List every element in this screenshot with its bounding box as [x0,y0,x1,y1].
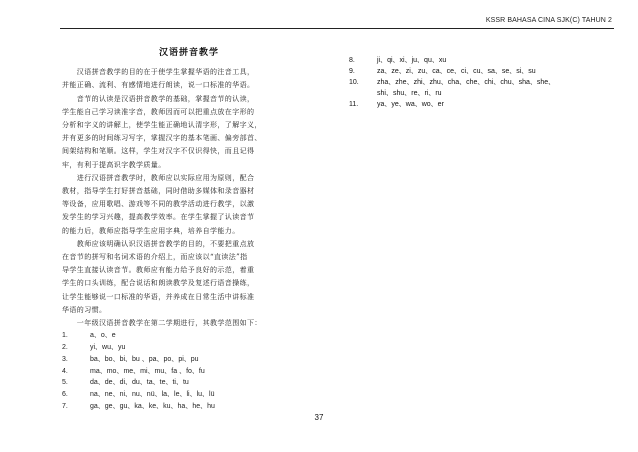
paragraph-purpose [62,66,316,92]
list-item [62,330,316,342]
list-text: za、ze、zi、zu、ca、ce、ci、cu、sa、se、si、su [377,68,536,75]
list-number: 1. [62,332,68,340]
paragraph-teaching-method [62,172,316,238]
paragraph-line: 进行汉语拼音教学时，教师应以实际应用为原则，配合 [62,173,255,182]
syllable-list-left [62,330,316,413]
list-number: 2. [62,344,68,352]
list-item [62,401,316,413]
list-text: ya、ye、wa、wo、er [377,101,444,108]
list-number: 5. [62,379,68,387]
paragraph-line: 并能正确、流利、有感情地进行朗读，说一口标准的华语。 [62,81,255,90]
list-text: ba、bo、bi、bu 、pa、po、pi、pu [90,355,199,363]
section-title: 汉语拼音教学 [158,48,219,58]
list-number: 4. [62,367,68,375]
paragraph-line: 发学生的学习兴趣，提高教学效率。在学生掌握了认读音节 [62,213,255,222]
list-number: 8. [349,57,355,64]
list-text: na、ne、ni、nu、nü、la、le、li、lu、lü [90,391,215,399]
list-item [349,77,609,88]
list-text: ma、mo、me、mi、mu、fa 、fo、fu [90,367,205,375]
paragraph-line: 一年级汉语拼音教学在第二学期进行，其教学范围如下： [62,319,262,328]
paragraph-line: 音节的认读是汉语拼音教学的基础，掌握音节的认读， [62,94,255,103]
list-item-continuation [349,88,609,99]
paragraph-line: 等设备，应用歌唱、游戏等不同的教学活动进行教学，以激 [62,200,255,209]
list-number: 3. [62,355,68,363]
document-header: KSSR BAHASA CINA SJK(C) TAHUN 2 [485,17,612,24]
paragraph-line: 并有更多的时间练习写字，掌握汉字的基本笔画、偏旁部首、 [62,134,262,143]
paragraph-line: 分析和字义的讲解上，使学生能正确地认清字形，了解字义， [62,121,262,130]
paragraph-line: 教材，指导学生打好拼音基础，同时借助多媒体和录音器材 [62,187,255,196]
page-number: 37 [314,413,324,422]
paragraph-line: 学生能自己学习读准字音，教师因而可以把重点放在字形的 [62,107,255,116]
list-number: 9. [349,68,355,75]
paragraph-scope-intro [62,317,316,330]
list-text: ji、qi、xi、ju、qu、xu [377,57,447,64]
paragraph-line: 教师应该明确认识汉语拼音教学的目的，不要把重点放 [62,239,255,248]
syllable-list-right [349,55,609,110]
header-rule [60,28,614,29]
paragraph-line: 学生的口头训练，配合说话和朗读教学及复述行语音操练， [62,279,255,288]
list-number: 10. [349,79,359,86]
list-number: 7. [62,403,68,411]
list-number: 11. [349,101,359,108]
list-item [62,377,316,389]
left-column [62,47,316,413]
paragraph-teacher-guidance [62,238,316,317]
right-column [349,55,609,110]
paragraph-syllable-reading [62,93,316,172]
paragraph-line: 的能力后，教师应指导学生应用字典，培养自学能力。 [62,226,240,235]
list-text: a、o、e [90,332,116,340]
paragraph-line: 牢，有利于提高识字教学质量。 [62,160,166,169]
list-text: ga、ge、gu、ka、ke、ku、ha、he、hu [90,403,215,411]
list-item [62,366,316,378]
list-text: zha、zhe、zhi、zhu、cha、che、chi、chu、sha、she、 [377,79,556,86]
paragraph-line: 华语的习惯。 [62,305,107,314]
list-item [349,66,609,77]
paragraph-line: 汉语拼音教学的目的在于使学生掌握华语的注音工具， [62,68,255,77]
list-item [349,99,609,110]
paragraph-line: 在音节的拼写和名词术语的介绍上，而应该以“直读法”指 [62,253,248,262]
list-text: shi、shu、re、ri、ru [377,90,442,97]
list-item [62,354,316,366]
list-text: da、de、di、du、ta、te、ti、tu [90,379,189,387]
list-item [349,55,609,66]
list-text: yi、wu、yu [90,344,126,352]
paragraph-line: 让学生能够说一口标准的华语，并养成在日常生活中讲标准 [62,292,255,301]
list-number: 6. [62,391,68,399]
list-item [62,389,316,401]
paragraph-line: 导学生直接认读音节。教师应有能力给予良好的示范，着重 [62,266,255,275]
paragraph-line: 间架结构和笔顺。这样，学生对汉字不仅识得快，而且记得 [62,147,255,156]
list-item [62,342,316,354]
